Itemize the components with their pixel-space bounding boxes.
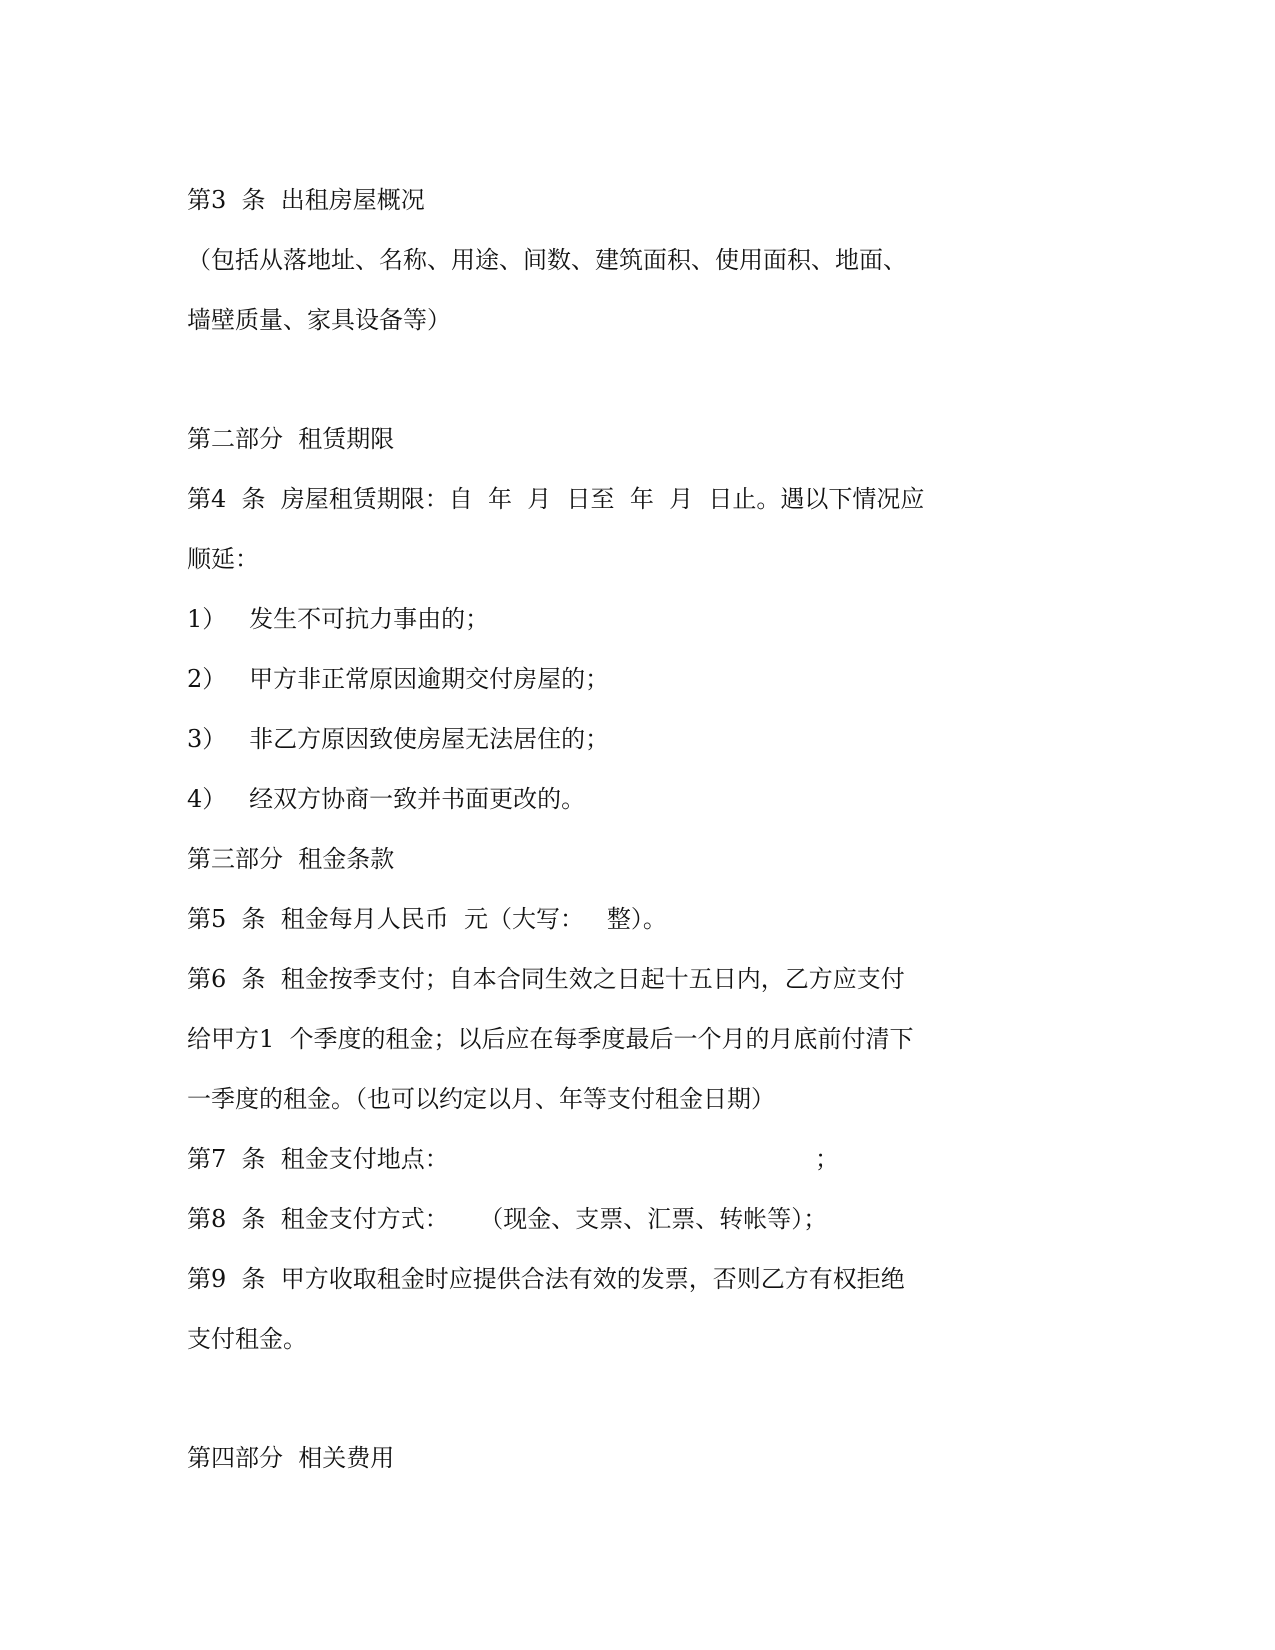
article-5: 第5 条 租金每月人民币 元（大写： 整）。 (187, 905, 667, 933)
article-3-note-line-2: 墙壁质量、家具设备等） (187, 306, 451, 334)
blank-line (187, 350, 947, 409)
list-item-2: 2） 甲方非正常原因逾期交付房屋的； (187, 665, 610, 693)
article-4-line-2: 顺延： (187, 545, 259, 573)
list-item-1: 1） 发生不可抗力事由的； (187, 605, 490, 633)
part-2-heading: 第二部分 租赁期限 (187, 425, 395, 453)
article-9-line-1: 第9 条 甲方收取租金时应提供合法有效的发票，否则乙方有权拒绝 (187, 1265, 905, 1293)
article-6-line-2: 给甲方1 个季度的租金；以后应在每季度最后一个月的月底前付清下 (187, 1025, 914, 1053)
article-9-line-2: 支付租金。 (187, 1325, 307, 1353)
list-item-3: 3） 非乙方原因致使房屋无法居住的； (187, 725, 610, 753)
blank-line (187, 1369, 947, 1428)
list-item-4: 4） 经双方协商一致并书面更改的。 (187, 785, 586, 813)
article-3-note-line-1: （包括从落地址、名称、用途、间数、建筑面积、使用面积、地面、 (187, 246, 907, 274)
article-3-heading: 第3 条 出租房屋概况 (187, 186, 425, 214)
article-4-line-1: 第4 条 房屋租赁期限：自 年 月 日至 年 月 日止。遇以下情况应 (187, 485, 925, 513)
article-7: 第7 条 租金支付地点： ； (187, 1145, 839, 1173)
document-body (187, 170, 947, 1488)
article-6-line-1: 第6 条 租金按季支付；自本合同生效之日起十五日内，乙方应支付 (187, 965, 905, 993)
part-3-heading: 第三部分 租金条款 (187, 845, 395, 873)
article-8: 第8 条 租金支付方式： （现金、支票、汇票、转帐等）； (187, 1205, 828, 1233)
part-4-heading: 第四部分 相关费用 (187, 1444, 395, 1472)
article-6-line-3: 一季度的租金。（也可以约定以月、年等支付租金日期） (187, 1085, 775, 1113)
